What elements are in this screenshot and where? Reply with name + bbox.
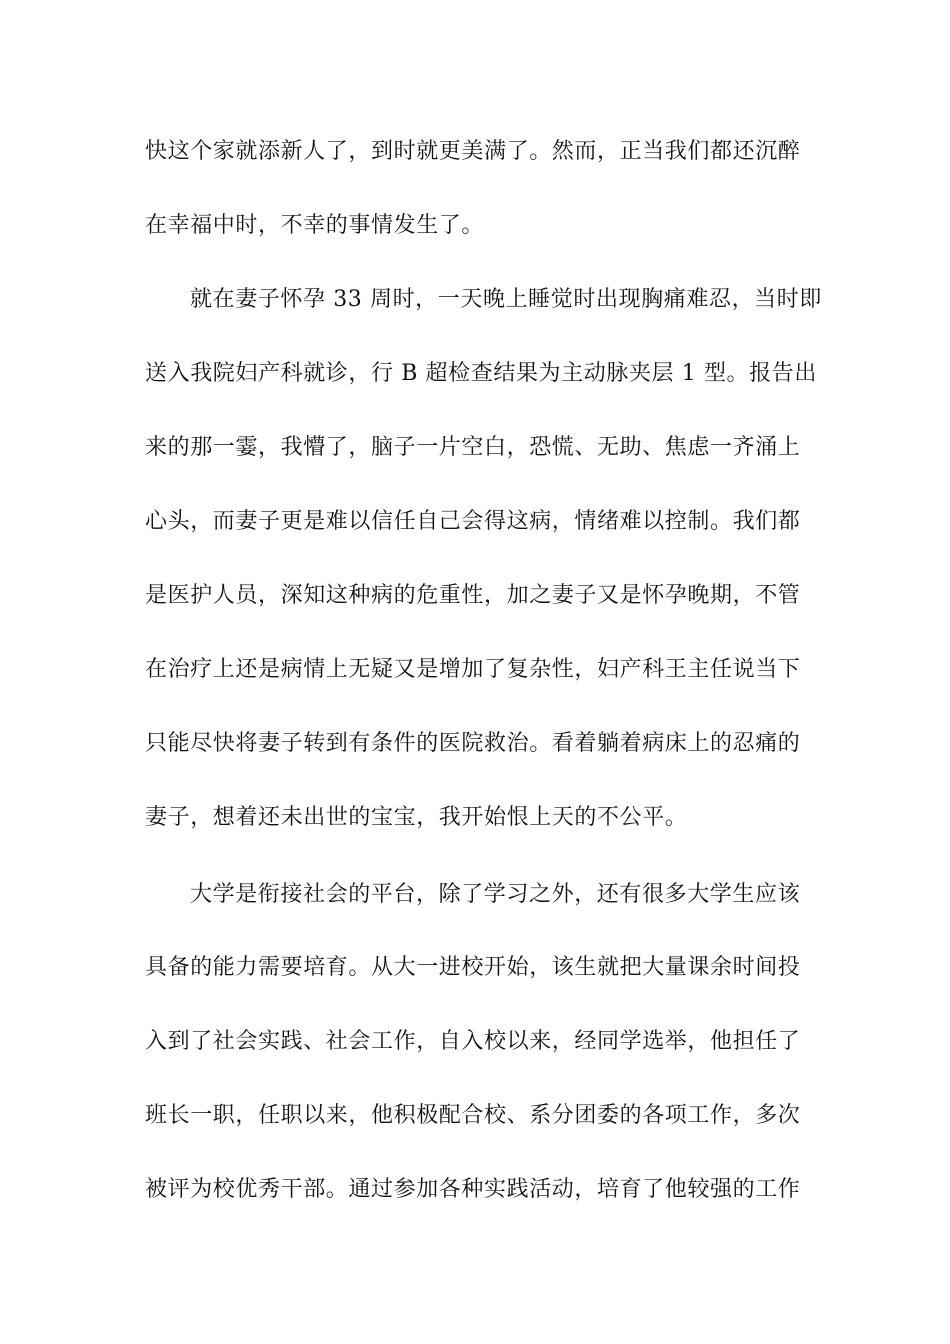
text-line: 送入我院妇产科就诊，行 B 超检查结果为主动脉夹层 1 型。报告出	[145, 361, 817, 386]
text-line: 被评为校优秀干部。通过参加各种实践活动，培育了他较强的工作	[145, 1177, 801, 1202]
text-line: 入到了社会实践、社会工作，自入校以来，经同学选举，他担任了	[145, 1029, 801, 1054]
text-line: 妻子，想着还未出世的宝宝，我开始恨上天的不公平。	[145, 805, 688, 830]
paragraph-first-line: 大学是衔接社会的平台，除了学习之外，还有很多大学生应该	[190, 882, 801, 907]
text-line: 在幸福中时，不幸的事情发生了。	[145, 213, 485, 238]
text-line: 心头，而妻子更是难以信任自己会得这病，情绪难以控制。我们都	[145, 509, 801, 534]
paragraph-first-line: 就在妻子怀孕 33 周时，一天晚上睡觉时出现胸痛难忍，当时即	[190, 287, 822, 312]
text-line: 在治疗上还是病情上无疑又是增加了复杂性，妇产科王主任说当下	[145, 657, 801, 682]
text-line: 只能尽快将妻子转到有条件的医院救治。看着躺着病床上的忍痛的	[145, 731, 801, 756]
text-line: 班长一职，任职以来，他积极配合校、系分团委的各项工作，多次	[145, 1103, 801, 1128]
text-line: 快这个家就添新人了，到时就更美满了。然而，正当我们都还沉醉	[145, 139, 801, 164]
text-line: 具备的能力需要培育。从大一进校开始，该生就把大量课余时间投	[145, 955, 801, 980]
text-line: 来的那一霎，我懵了，脑子一片空白，恐慌、无助、焦虑一齐涌上	[145, 435, 801, 460]
text-line: 是医护人员，深知这种病的危重性，加之妻子又是怀孕晚期，不管	[145, 583, 801, 608]
